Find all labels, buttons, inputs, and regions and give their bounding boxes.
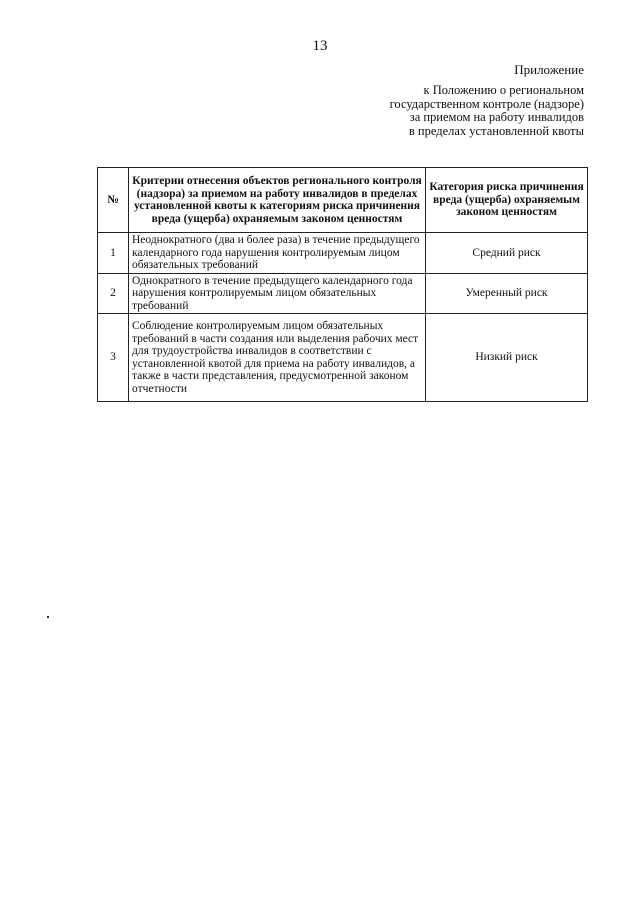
row-criteria: Однократного в течение предыдущего календарного года нарушения контролируемым лицом обязательных требований xyxy=(129,273,426,314)
row-criteria: Соблюдение контролируемым лицом обязательных требований в части создания или выделения рабочих мест для трудоустройства инвалидов в соответствии с установленной квотой для приема на работу инвалидов, а также в части представления, предусмотренной законом отчетности xyxy=(129,314,426,402)
table-header xyxy=(98,168,588,233)
table-row xyxy=(98,314,588,402)
appendix-subtitle-line: к Положению о региональном xyxy=(423,83,584,97)
row-category: Умеренный риск xyxy=(426,273,588,314)
table-body xyxy=(98,233,588,402)
table-row xyxy=(98,273,588,314)
row-category: Средний риск xyxy=(426,233,588,274)
page-number: 13 xyxy=(312,38,328,54)
row-number: 2 xyxy=(98,273,129,314)
row-number: 3 xyxy=(98,314,129,402)
appendix-subtitle xyxy=(324,84,584,138)
row-criteria: Неоднократного (два и более раза) в течение предыдущего календарного года нарушения контролируемым лицом обязательных требований xyxy=(129,233,426,274)
appendix-title: Приложение xyxy=(514,62,584,77)
stray-mark xyxy=(47,616,49,618)
row-category: Низкий риск xyxy=(426,314,588,402)
risk-criteria-table xyxy=(97,167,588,402)
header-category: Категория риска причинения вреда (ущерба) охраняемым законом ценностям xyxy=(426,168,588,233)
appendix-subtitle-line: за приемом на работу инвалидов xyxy=(409,110,584,124)
table-row xyxy=(98,233,588,274)
appendix-subtitle-line: государственном контроле (надзоре) xyxy=(389,96,584,111)
header-criteria: Критерии отнесения объектов регионального контроля (надзора) за приемом на работу инвалидов в пределах установленной квоты к категориям риска причинения вреда (ущерба) охраняемым законом ценностям xyxy=(129,168,426,233)
row-number: 1 xyxy=(98,233,129,274)
table-header-row xyxy=(98,168,588,233)
header-number: № xyxy=(98,168,129,233)
appendix-subtitle-line: в пределах установленной квоты xyxy=(408,123,584,138)
